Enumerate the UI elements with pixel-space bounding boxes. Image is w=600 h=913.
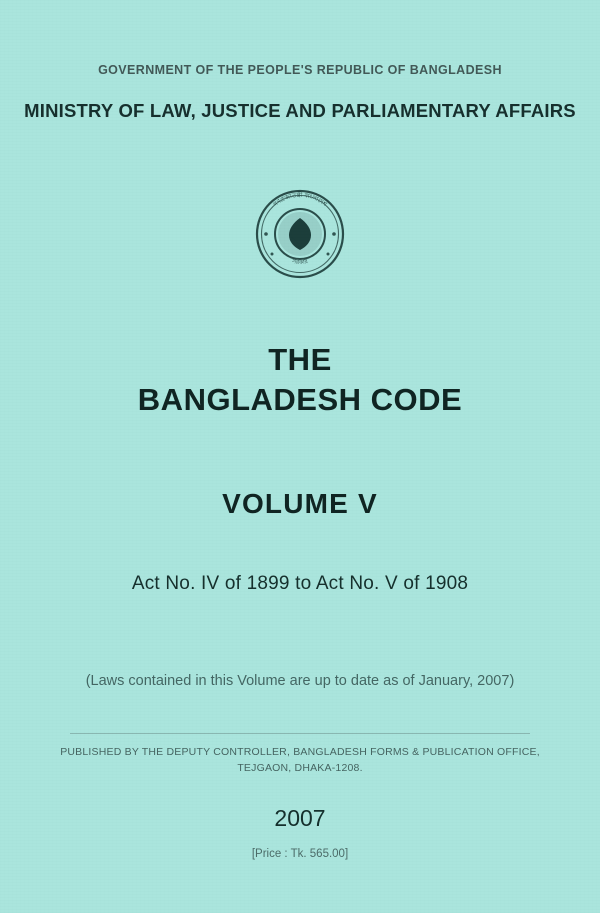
publication-year: 2007 — [274, 805, 326, 831]
act-range-label: Act No. IV of 1899 to Act No. V of 1908 — [131, 573, 469, 594]
bangladesh-national-emblem-icon — [248, 182, 352, 286]
price-label: [Price : Tk. 565.00] — [251, 848, 349, 860]
emblem-container — [0, 182, 600, 286]
svg-text:গণপ্রজাতন্ত্রী বাংলাদেশ: গণপ্রজাতন্ত্রী বাংলাদেশ — [272, 192, 328, 209]
svg-text:সরকার: সরকার — [291, 259, 309, 267]
volume-label: VOLUME V — [222, 488, 378, 519]
title-line-2: BANGLADESH CODE — [137, 381, 463, 417]
horizontal-divider — [70, 733, 530, 734]
up-to-date-note: (Laws contained in this Volume are up to date as of January, 2007) — [85, 673, 515, 689]
publisher-block — [0, 744, 600, 777]
title-line-1: THE — [268, 342, 332, 377]
publisher-line-1: PUBLISHED BY THE DEPUTY CONTROLLER, BANGLADESH FORMS & PUBLICATION OFFICE, — [60, 746, 540, 758]
publisher-line-2: TEJGAON, DHAKA-1208. — [237, 762, 363, 775]
government-heading: GOVERNMENT OF THE PEOPLE'S REPUBLIC OF BANGLADESH — [98, 63, 502, 77]
ministry-heading: MINISTRY OF LAW, JUSTICE AND PARLIAMENTARY AFFAIRS — [24, 100, 576, 121]
book-title-block — [0, 340, 600, 419]
